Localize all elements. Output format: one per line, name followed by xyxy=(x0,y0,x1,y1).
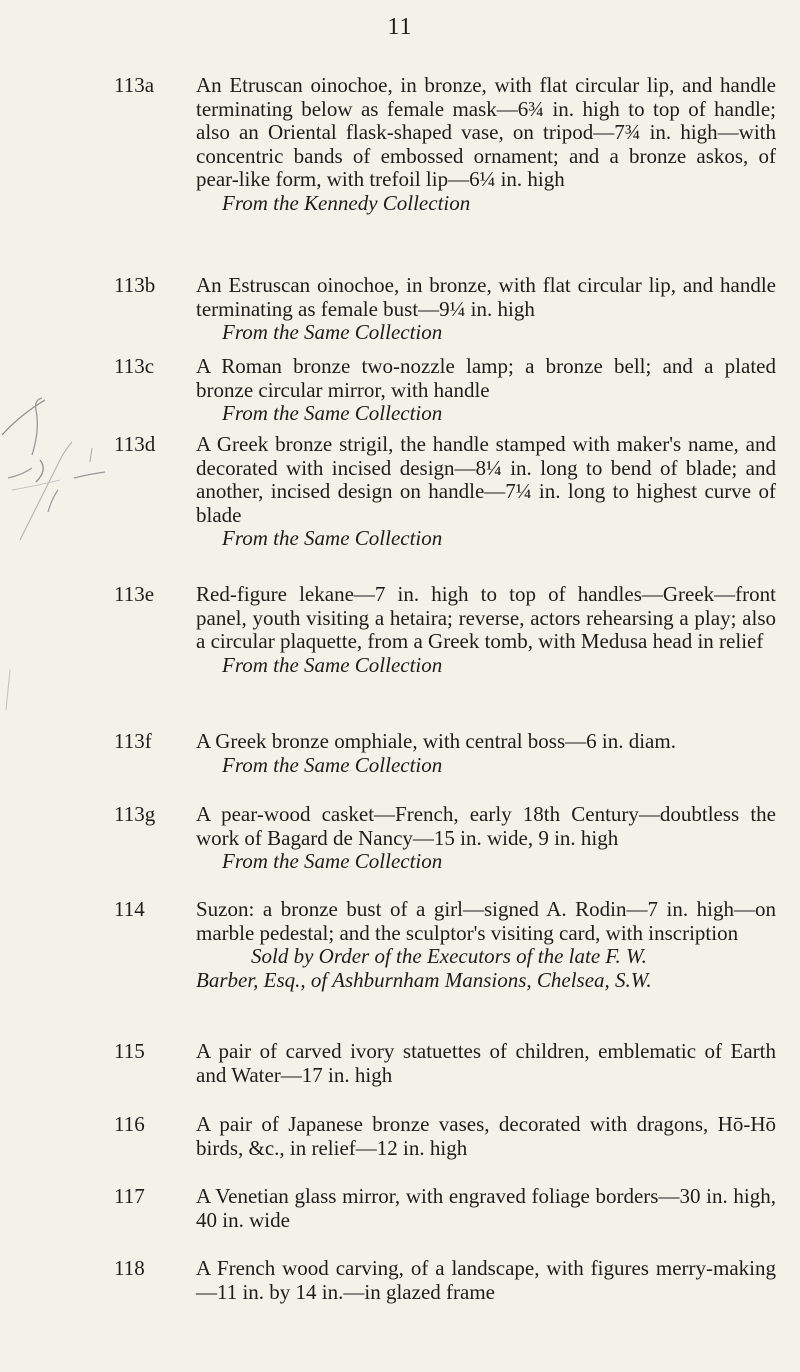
lot-number: 113g xyxy=(114,802,156,826)
lot-description: A Venetian glass mirror, with engraved foliage borders—30 in. high, 40 in. wide xyxy=(196,1184,776,1232)
lot-number: 113e xyxy=(114,582,155,606)
lot-description: A French wood carving, of a landscape, with figures merry-making—11 in. by 14 in.—in glazed frame xyxy=(196,1256,776,1304)
lot-description: Red-figure lekane—7 in. high to top of handles—Greek—front panel, youth visiting a hetaira; reverse, actors rehearsing a play; also a circular plaquette, from a Greek tomb, with Medusa head in relief xyxy=(196,582,776,653)
lot-number: 113a xyxy=(114,73,155,97)
lot-entry xyxy=(0,433,800,573)
lot-description: Suzon: a bronze bust of a girl—signed A. Rodin—7 in. high—on marble pedestal; and the sculptor's visiting card, with inscription xyxy=(196,897,776,945)
lot-entry xyxy=(0,274,800,354)
lot-entry xyxy=(0,730,800,785)
lot-provenance: From the Same Collection xyxy=(222,526,443,550)
lot-provenance: From the Same Collection xyxy=(222,320,443,344)
lot-number: 118 xyxy=(114,1256,145,1280)
lot-provenance: From the Kennedy Collection xyxy=(222,190,471,215)
lot-description: A pair of Japanese bronze vases, decorated with dragons, Hō-Hō birds, &c., in relief—12 in. high xyxy=(196,1112,776,1160)
lot-number: 113b xyxy=(114,273,156,297)
lot-entry xyxy=(0,898,800,1018)
lot-provenance: From the Same Collection xyxy=(222,849,443,873)
lot-number: 113c xyxy=(114,354,155,378)
lot-number: 113d xyxy=(114,432,156,456)
lot-number: 114 xyxy=(114,897,145,921)
lot-description: An Estruscan oinochoe, in bronze, with flat circular lip, and handle terminating as female bust—9¼ in. high xyxy=(196,273,776,321)
lot-number: 117 xyxy=(114,1184,145,1208)
lot-entry xyxy=(0,803,800,883)
lot-entry xyxy=(0,583,800,718)
page-number: 11 xyxy=(387,14,413,40)
lot-description: A pair of carved ivory statuettes of children, emblematic of Earth and Water—17 in. high xyxy=(196,1039,776,1087)
lot-provenance: From the Same Collection xyxy=(222,752,443,777)
lot-entry xyxy=(0,1040,800,1090)
lot-description: A Roman bronze two-nozzle lamp; a bronze bell; and a plated bronze circular mirror, with handle xyxy=(196,354,776,402)
lot-sale-note: Sold by Order of the Executors of the late F. W. xyxy=(251,944,647,968)
lot-provenance: From the Same Collection xyxy=(222,401,443,425)
lot-description: A Greek bronze strigil, the handle stamped with maker's name, and decorated with incised design—8¼ in. long to bend of blade; and another, incised design on handle—7¼ in. long to highest curve of blade xyxy=(196,432,776,527)
lot-entry xyxy=(0,74,800,274)
lot-provenance: From the Same Collection xyxy=(222,652,443,677)
lot-entry xyxy=(0,1113,800,1163)
lot-description: A Greek bronze omphiale, with central boss—6 in. diam. xyxy=(196,729,676,753)
lot-entry xyxy=(0,1257,800,1307)
lot-entry xyxy=(0,1185,800,1235)
lot-description: An Etruscan oinochoe, in bronze, with flat circular lip, and handle terminating below as female mask—6¾ in. high to top of handle; also an Oriental flask-shaped vase, on tripod—7¾ in. high—with concentric bands of embossed ornament; and a bronze askos, of pear-like form, with trefoil lip—6¼ in. high xyxy=(196,73,776,191)
lot-number: 115 xyxy=(114,1039,145,1063)
lot-description: A pear-wood casket—French, early 18th Century—doubtless the work of Bagard de Nancy—15 in. wide, 9 in. high xyxy=(196,802,776,850)
lot-sale-note-continued: Barber, Esq., of Ashburnham Mansions, Chelsea, S.W. xyxy=(196,967,652,992)
lot-number: 113f xyxy=(114,729,152,753)
lot-entry xyxy=(0,355,800,435)
lot-number: 116 xyxy=(114,1112,145,1136)
